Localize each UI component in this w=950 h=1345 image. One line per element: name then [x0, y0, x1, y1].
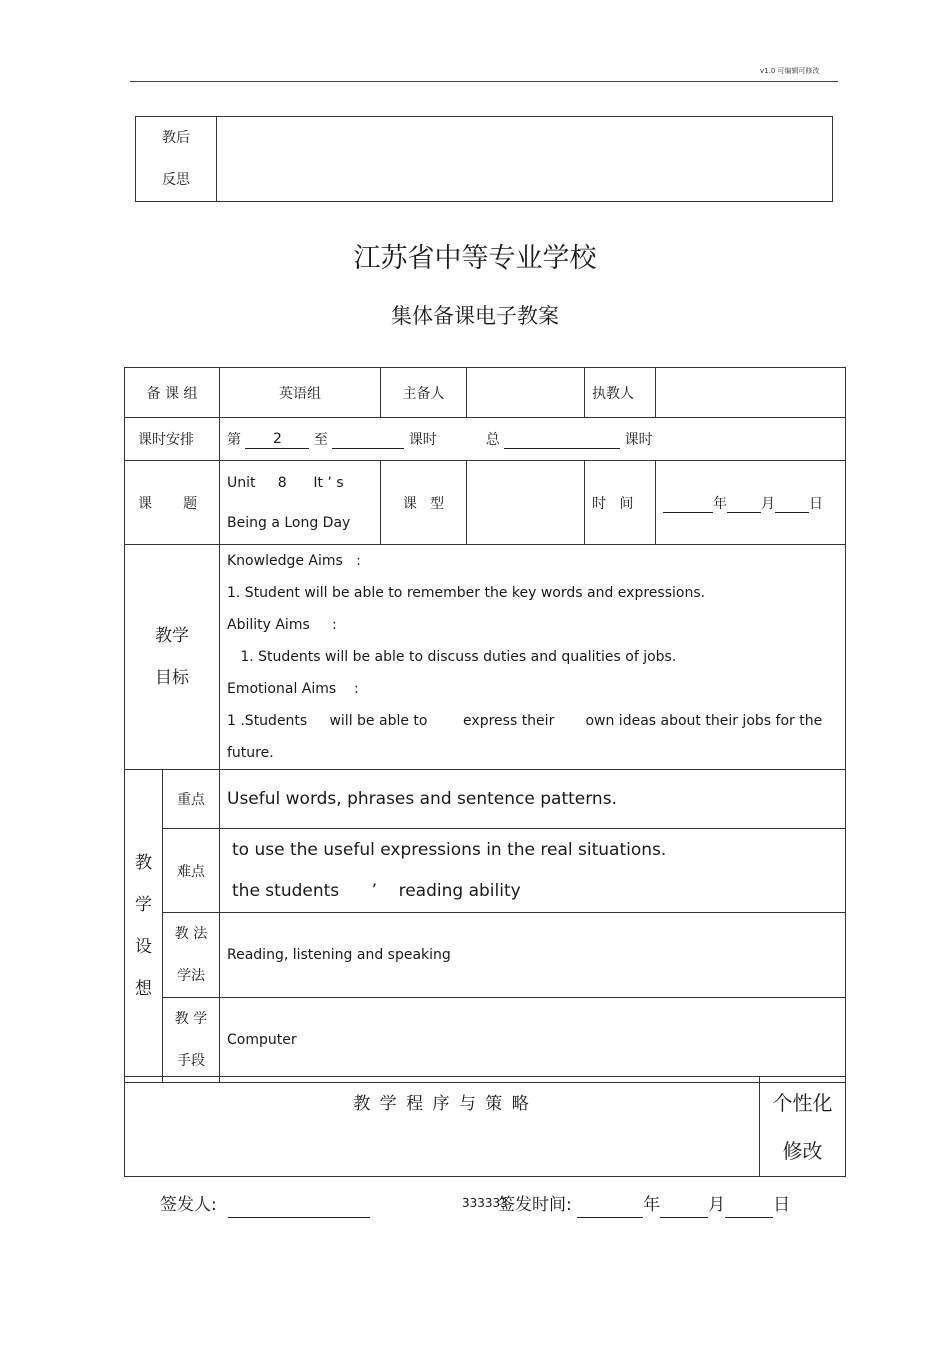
design-label: 教 学 设 想 [125, 770, 163, 1083]
reflection-content[interactable] [217, 117, 833, 202]
means-value: Computer [220, 998, 846, 1083]
means-label: 教 学 手段 [163, 998, 220, 1083]
doc-code: 333333 [462, 1196, 508, 1210]
schedule-label: 课时安排 [125, 418, 220, 461]
time-day-field[interactable] [775, 495, 809, 513]
reflection-table [135, 116, 833, 202]
version-note: v1.0 可编辑可修改 [760, 67, 820, 75]
lesson-plan-table [124, 367, 846, 1083]
difficulty-label: 难点 [163, 829, 220, 913]
type-label: 课 型 [381, 461, 467, 545]
topic-label: 课 题 [125, 461, 220, 545]
teacher-value[interactable] [656, 368, 846, 418]
lead-value[interactable] [467, 368, 585, 418]
time-month-field[interactable] [727, 495, 761, 513]
header-divider [130, 81, 838, 82]
schedule-to-field[interactable] [332, 431, 404, 449]
group-value: 英语组 [220, 368, 381, 418]
type-value[interactable] [467, 461, 585, 545]
signer-label: 签发人: [160, 1195, 217, 1215]
reflection-label: 教后 反思 [136, 117, 217, 202]
time-year-field[interactable] [663, 495, 713, 513]
key-points-value: Useful words, phrases and sentence patterns. [220, 770, 846, 829]
school-title: 江苏省中等专业学校 [353, 243, 597, 274]
time-value: 年 月 日 [656, 461, 846, 545]
procedure-title: 教 学 程 序 与 策 略 [125, 1077, 760, 1177]
aims-content: Knowledge Aims : 1. Student will be able to remember the key words and expressions. Ability Aims : 1. Students will be able to discuss duties and qualities of jobs. Emotional Aims : 1 .Students will be able to express their own ideas about their jobs for the future. [220, 545, 846, 770]
signer-row [160, 1192, 370, 1218]
sign-month-field[interactable] [660, 1200, 708, 1218]
teacher-label: 执教人 [585, 368, 656, 418]
schedule-value: 第 2 至 课时 总 课时 [220, 418, 846, 461]
method-value: Reading, listening and speaking [220, 913, 846, 998]
sign-day-field[interactable] [725, 1200, 773, 1218]
sign-time-label: 签发时间: [498, 1195, 572, 1215]
procedure-table [124, 1076, 846, 1177]
personalize-label: 个性化 修改 [760, 1077, 846, 1177]
difficulty-value: to use the useful expressions in the real situations. the students ’ reading ability [220, 829, 846, 913]
group-label: 备 课 组 [125, 368, 220, 418]
method-label: 教 法 学法 [163, 913, 220, 998]
lead-label: 主备人 [381, 368, 467, 418]
sign-year-field[interactable] [577, 1200, 643, 1218]
schedule-total-field[interactable] [504, 431, 620, 449]
aims-label: 教学 目标 [125, 545, 220, 770]
time-label: 时 间 [585, 461, 656, 545]
signer-field[interactable] [228, 1197, 370, 1218]
sign-time-row: 签发时间: 年 月 日 [498, 1192, 790, 1218]
topic-value: Unit 8 It ’ s Being a Long Day [220, 461, 381, 545]
doc-title: 集体备课电子教案 [391, 304, 559, 328]
schedule-from-field[interactable]: 2 [245, 431, 309, 449]
key-points-label: 重点 [163, 770, 220, 829]
